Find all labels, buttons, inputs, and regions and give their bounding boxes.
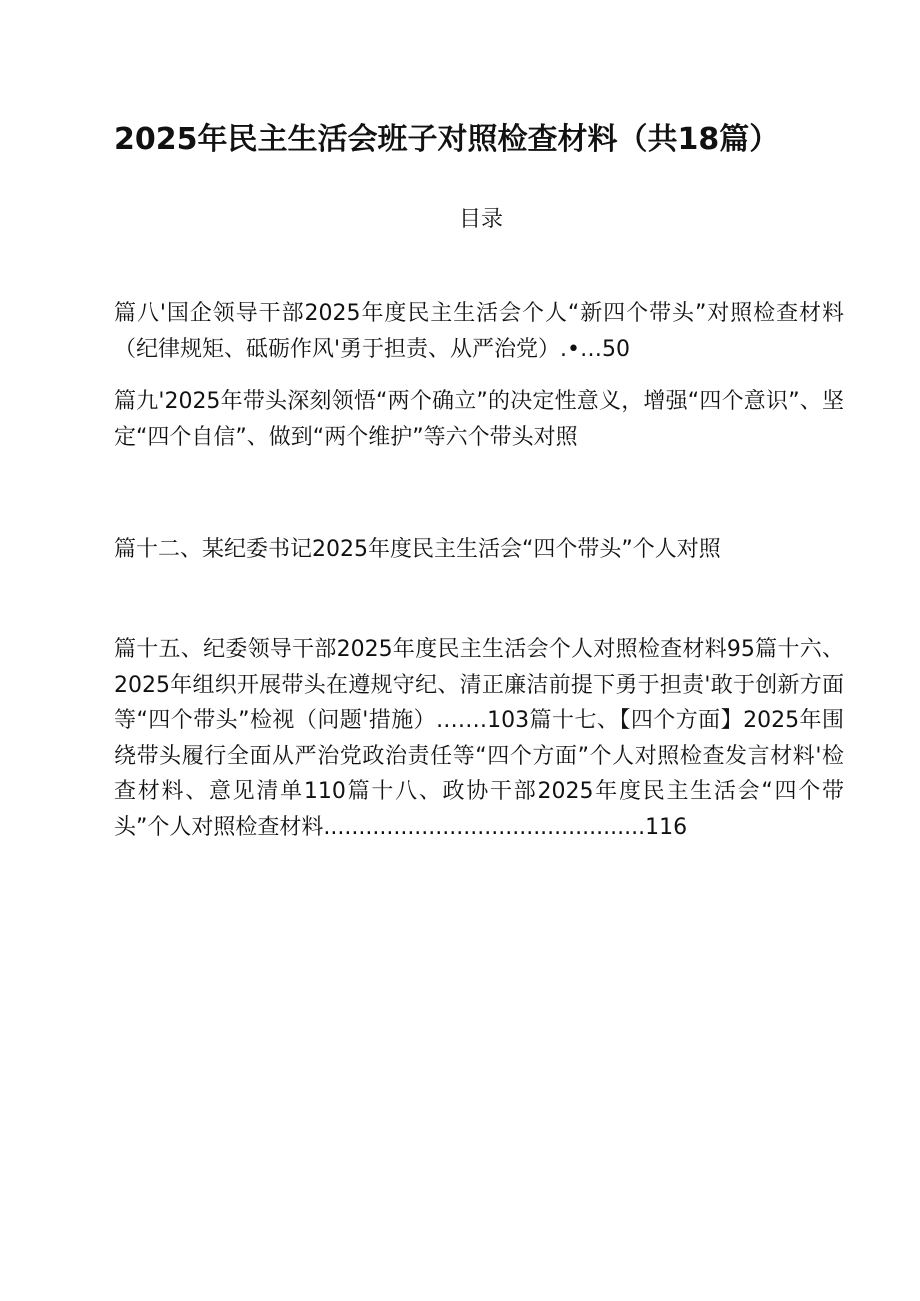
document-title: 2025年民主生活会班子对照检查材料（共18篇） xyxy=(114,122,780,157)
toc-entry-15-to-18: 篇十五、纪委领导干部2025年度民主生活会个人对照检查材料95篇十六、2025年组织开展带头在遵规守纪、清正廉洁前提下勇于担责'敢于创新方面等“四个带头”检视（问题'措施）.……103篇十七、【四个方面】2025年围绕带头履行全面从严治党政治责任等“四个方面”个人对照检查发言材料'检查材料、意见清单110篇十八、政协干部2025年度民主生活会“四个带头”个人对照检查材料..............................................116 xyxy=(114,637,844,840)
toc-heading: 目录 xyxy=(458,207,503,232)
toc-entry-9: 篇九'2025年带头深刻领悟“两个确立”的决定性意义，增强“四个意识”、坚定“四个自信”、做到“两个维护”等六个带头对照 xyxy=(114,389,844,450)
toc-entry-8: 篇八'国企领导干部2025年度民主生活会个人“新四个带头”对照检查材料（纪律规矩、砥砺作风'勇于担责、从严治党）.•…50 xyxy=(114,301,844,362)
toc-entry-12: 篇十二、某纪委书记2025年度民主生活会“四个带头”个人对照 xyxy=(114,537,721,562)
